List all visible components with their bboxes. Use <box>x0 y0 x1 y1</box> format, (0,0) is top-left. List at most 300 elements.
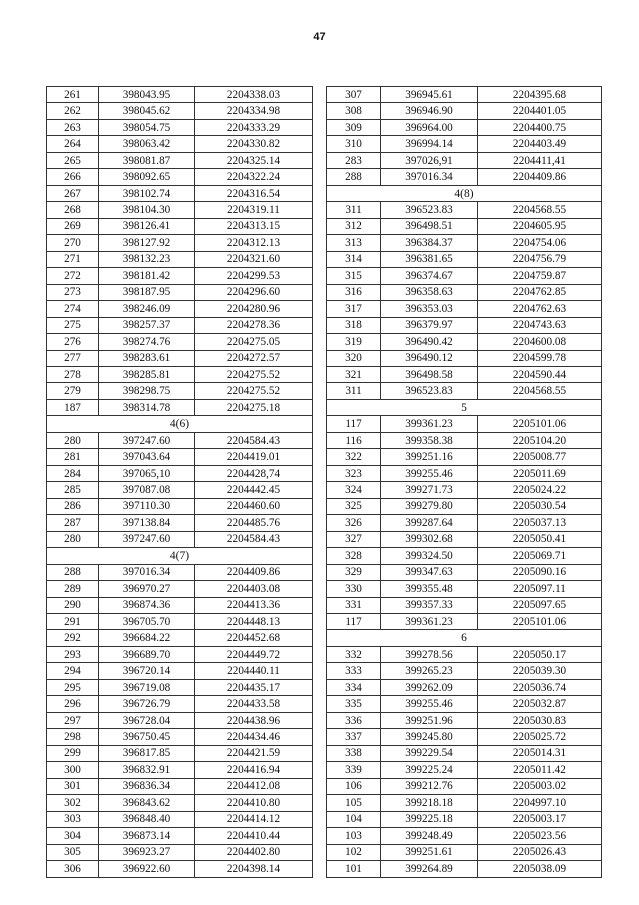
x-coordinate-cell: 396719.08 <box>99 679 195 695</box>
point-number-cell: 308 <box>327 103 381 119</box>
x-coordinate-cell: 396994.14 <box>381 136 478 152</box>
x-coordinate-cell: 396490.42 <box>381 334 478 350</box>
point-number-cell: 324 <box>327 482 381 498</box>
point-number-cell: 301 <box>47 778 99 794</box>
y-coordinate-cell: 2204403.49 <box>478 136 602 152</box>
point-number-cell: 102 <box>327 844 381 860</box>
point-number-cell: 339 <box>327 762 381 778</box>
y-coordinate-cell: 2204334.98 <box>195 103 313 119</box>
table-row <box>327 778 602 794</box>
point-number-cell: 187 <box>47 399 99 415</box>
table-row <box>47 432 313 448</box>
point-number-cell: 280 <box>47 432 99 448</box>
x-coordinate-cell: 399225.18 <box>381 811 478 827</box>
point-number-cell: 263 <box>47 119 99 135</box>
point-number-cell: 290 <box>47 597 99 613</box>
y-coordinate-cell: 2205003.17 <box>478 811 602 827</box>
x-coordinate-cell: 396684.22 <box>99 630 195 646</box>
x-coordinate-cell: 398283.61 <box>99 350 195 366</box>
y-coordinate-cell: 2204403.08 <box>195 581 313 597</box>
point-number-cell: 116 <box>327 432 381 448</box>
table-row <box>327 465 602 481</box>
x-coordinate-cell: 396490.12 <box>381 350 478 366</box>
table-row <box>327 564 602 580</box>
point-number-cell: 337 <box>327 729 381 745</box>
point-number-cell: 305 <box>47 844 99 860</box>
y-coordinate-cell: 2205090.16 <box>478 564 602 580</box>
point-number-cell: 291 <box>47 614 99 630</box>
point-number-cell: 334 <box>327 679 381 695</box>
y-coordinate-cell: 2204743.63 <box>478 317 602 333</box>
x-coordinate-cell: 398285.81 <box>99 366 195 382</box>
table-row <box>327 235 602 251</box>
x-coordinate-cell: 396873.14 <box>99 828 195 844</box>
y-coordinate-cell: 2204421.59 <box>195 745 313 761</box>
table-row <box>327 136 602 152</box>
point-number-cell: 264 <box>47 136 99 152</box>
group-header-row <box>327 630 602 646</box>
x-coordinate-cell: 397065,10 <box>99 465 195 481</box>
x-coordinate-cell: 397016.34 <box>381 169 478 185</box>
point-number-cell: 288 <box>47 564 99 580</box>
table-row <box>327 663 602 679</box>
y-coordinate-cell: 2204590.44 <box>478 366 602 382</box>
y-coordinate-cell: 2204485.76 <box>195 515 313 531</box>
point-number-cell: 267 <box>47 185 99 201</box>
x-coordinate-cell: 397110.30 <box>99 498 195 514</box>
point-number-cell: 117 <box>327 614 381 630</box>
table-row <box>47 202 313 218</box>
x-coordinate-cell: 396843.62 <box>99 795 195 811</box>
table-row <box>327 795 602 811</box>
y-coordinate-cell: 2204442.45 <box>195 482 313 498</box>
point-number-cell: 302 <box>47 795 99 811</box>
x-coordinate-cell: 396523.83 <box>381 383 478 399</box>
y-coordinate-cell: 2204395.68 <box>478 87 602 103</box>
table-row <box>327 729 602 745</box>
table-row <box>47 745 313 761</box>
table-row <box>327 679 602 695</box>
x-coordinate-cell: 398045.62 <box>99 103 195 119</box>
x-coordinate-cell: 399218.18 <box>381 795 478 811</box>
x-coordinate-cell: 397043.64 <box>99 449 195 465</box>
y-coordinate-cell: 2205038.09 <box>478 861 602 877</box>
table-row <box>327 383 602 399</box>
y-coordinate-cell: 2205030.83 <box>478 712 602 728</box>
table-row <box>327 350 602 366</box>
y-coordinate-cell: 2204319.11 <box>195 202 313 218</box>
table-row <box>47 136 313 152</box>
point-number-cell: 319 <box>327 334 381 350</box>
y-coordinate-cell: 2204568.55 <box>478 202 602 218</box>
point-number-cell: 272 <box>47 268 99 284</box>
table-row <box>47 350 313 366</box>
x-coordinate-cell: 396523.83 <box>381 202 478 218</box>
coordinates-table-right <box>326 86 602 878</box>
table-row <box>327 498 602 514</box>
y-coordinate-cell: 2204413.36 <box>195 597 313 613</box>
group-header-row <box>327 399 602 415</box>
table-row <box>47 235 313 251</box>
point-number-cell: 105 <box>327 795 381 811</box>
x-coordinate-cell: 396848.40 <box>99 811 195 827</box>
table-row <box>327 597 602 613</box>
table-row <box>47 531 313 547</box>
y-coordinate-cell: 2204605.95 <box>478 218 602 234</box>
x-coordinate-cell: 396726.79 <box>99 696 195 712</box>
table-row <box>47 630 313 646</box>
x-coordinate-cell: 396720.14 <box>99 663 195 679</box>
y-coordinate-cell: 2205097.65 <box>478 597 602 613</box>
group-header-row <box>47 416 313 432</box>
x-coordinate-cell: 398104.30 <box>99 202 195 218</box>
point-number-cell: 106 <box>327 778 381 794</box>
x-coordinate-cell: 399358.38 <box>381 432 478 448</box>
y-coordinate-cell: 2204321.60 <box>195 251 313 267</box>
point-number-cell: 104 <box>327 811 381 827</box>
x-coordinate-cell: 399264.89 <box>381 861 478 877</box>
point-number-cell: 265 <box>47 152 99 168</box>
x-coordinate-cell: 396970.27 <box>99 581 195 597</box>
x-coordinate-cell: 398314.78 <box>99 399 195 415</box>
y-coordinate-cell: 2204416.94 <box>195 762 313 778</box>
table-row <box>47 811 313 827</box>
table-row <box>47 482 313 498</box>
y-coordinate-cell: 2205003.02 <box>478 778 602 794</box>
point-number-cell: 293 <box>47 646 99 662</box>
table-row <box>327 581 602 597</box>
point-number-cell: 310 <box>327 136 381 152</box>
point-number-cell: 304 <box>47 828 99 844</box>
point-number-cell: 326 <box>327 515 381 531</box>
point-number-cell: 273 <box>47 284 99 300</box>
point-number-cell: 336 <box>327 712 381 728</box>
x-coordinate-cell: 396689.70 <box>99 646 195 662</box>
point-number-cell: 321 <box>327 366 381 382</box>
table-row <box>47 399 313 415</box>
x-coordinate-cell: 399255.46 <box>381 696 478 712</box>
y-coordinate-cell: 2204599.78 <box>478 350 602 366</box>
x-coordinate-cell: 396964.00 <box>381 119 478 135</box>
table-row <box>47 87 313 103</box>
x-coordinate-cell: 398246.09 <box>99 301 195 317</box>
y-coordinate-cell: 2205050.41 <box>478 531 602 547</box>
y-coordinate-cell: 2204275.05 <box>195 334 313 350</box>
table-row <box>327 119 602 135</box>
x-coordinate-cell: 399251.61 <box>381 844 478 860</box>
table-row <box>47 828 313 844</box>
x-coordinate-cell: 399251.96 <box>381 712 478 728</box>
table-row <box>327 152 602 168</box>
y-coordinate-cell: 2204398.14 <box>195 861 313 877</box>
y-coordinate-cell: 2204460.60 <box>195 498 313 514</box>
x-coordinate-cell: 399262.09 <box>381 679 478 695</box>
y-coordinate-cell: 2204762.85 <box>478 284 602 300</box>
x-coordinate-cell: 396384.37 <box>381 235 478 251</box>
x-coordinate-cell: 398274.76 <box>99 334 195 350</box>
x-coordinate-cell: 396705.70 <box>99 614 195 630</box>
table-row <box>327 531 602 547</box>
table-row <box>327 432 602 448</box>
y-coordinate-cell: 2204584.43 <box>195 531 313 547</box>
table-row <box>47 218 313 234</box>
y-coordinate-cell: 2204409.86 <box>478 169 602 185</box>
x-coordinate-cell: 399361.23 <box>381 614 478 630</box>
point-number-cell: 331 <box>327 597 381 613</box>
table-row <box>327 103 602 119</box>
x-coordinate-cell: 399278.56 <box>381 646 478 662</box>
y-coordinate-cell: 2204313.15 <box>195 218 313 234</box>
y-coordinate-cell: 2204759.87 <box>478 268 602 284</box>
x-coordinate-cell: 396832.91 <box>99 762 195 778</box>
y-coordinate-cell: 2205014.31 <box>478 745 602 761</box>
table-row <box>327 844 602 860</box>
x-coordinate-cell: 399265.23 <box>381 663 478 679</box>
y-coordinate-cell: 2204402.80 <box>195 844 313 860</box>
table-row <box>47 844 313 860</box>
table-row <box>47 795 313 811</box>
point-number-cell: 332 <box>327 646 381 662</box>
y-coordinate-cell: 2204756.79 <box>478 251 602 267</box>
y-coordinate-cell: 2204316.54 <box>195 185 313 201</box>
table-row <box>327 614 602 630</box>
x-coordinate-cell: 399225.24 <box>381 762 478 778</box>
x-coordinate-cell: 396922.60 <box>99 861 195 877</box>
x-coordinate-cell: 397247.60 <box>99 531 195 547</box>
page-number: 47 <box>313 31 326 43</box>
point-number-cell: 311 <box>327 202 381 218</box>
x-coordinate-cell: 397026,91 <box>381 152 478 168</box>
y-coordinate-cell: 2204419.01 <box>195 449 313 465</box>
y-coordinate-cell: 2204568.55 <box>478 383 602 399</box>
table-row <box>47 581 313 597</box>
point-number-cell: 311 <box>327 383 381 399</box>
point-number-cell: 335 <box>327 696 381 712</box>
y-coordinate-cell: 2204428,74 <box>195 465 313 481</box>
table-row <box>327 861 602 877</box>
x-coordinate-cell: 398127.92 <box>99 235 195 251</box>
point-number-cell: 295 <box>47 679 99 695</box>
x-coordinate-cell: 396750.45 <box>99 729 195 745</box>
table-row <box>327 515 602 531</box>
point-number-cell: 284 <box>47 465 99 481</box>
y-coordinate-cell: 2204278.36 <box>195 317 313 333</box>
table-row <box>47 663 313 679</box>
x-coordinate-cell: 397138.84 <box>99 515 195 531</box>
point-number-cell: 329 <box>327 564 381 580</box>
y-coordinate-cell: 2205008.77 <box>478 449 602 465</box>
y-coordinate-cell: 2204433.58 <box>195 696 313 712</box>
point-number-cell: 289 <box>47 581 99 597</box>
table-row <box>327 268 602 284</box>
point-number-cell: 269 <box>47 218 99 234</box>
point-number-cell: 320 <box>327 350 381 366</box>
table-row <box>47 597 313 613</box>
x-coordinate-cell: 396817.85 <box>99 745 195 761</box>
table-row <box>47 449 313 465</box>
y-coordinate-cell: 2204600.08 <box>478 334 602 350</box>
point-number-cell: 328 <box>327 548 381 564</box>
y-coordinate-cell: 2205026.43 <box>478 844 602 860</box>
group-label: 5 <box>327 399 602 415</box>
point-number-cell: 277 <box>47 350 99 366</box>
point-number-cell: 279 <box>47 383 99 399</box>
y-coordinate-cell: 2205036.74 <box>478 679 602 695</box>
table-row <box>47 614 313 630</box>
point-number-cell: 271 <box>47 251 99 267</box>
point-number-cell: 312 <box>327 218 381 234</box>
x-coordinate-cell: 396498.58 <box>381 366 478 382</box>
x-coordinate-cell: 399245.80 <box>381 729 478 745</box>
point-number-cell: 333 <box>327 663 381 679</box>
table-row <box>47 251 313 267</box>
y-coordinate-cell: 2204410.80 <box>195 795 313 811</box>
point-number-cell: 298 <box>47 729 99 745</box>
point-number-cell: 297 <box>47 712 99 728</box>
point-number-cell: 323 <box>327 465 381 481</box>
x-coordinate-cell: 396374.67 <box>381 268 478 284</box>
table-row <box>327 87 602 103</box>
x-coordinate-cell: 398181.42 <box>99 268 195 284</box>
table-row <box>47 729 313 745</box>
x-coordinate-cell: 396946.90 <box>381 103 478 119</box>
table-row <box>47 301 313 317</box>
x-coordinate-cell: 398092.65 <box>99 169 195 185</box>
x-coordinate-cell: 396874.36 <box>99 597 195 613</box>
table-row <box>47 103 313 119</box>
point-number-cell: 292 <box>47 630 99 646</box>
y-coordinate-cell: 2205097.11 <box>478 581 602 597</box>
x-coordinate-cell: 399287.64 <box>381 515 478 531</box>
table-row <box>327 811 602 827</box>
y-coordinate-cell: 2204434.46 <box>195 729 313 745</box>
table-row <box>47 185 313 201</box>
point-number-cell: 300 <box>47 762 99 778</box>
x-coordinate-cell: 397087.08 <box>99 482 195 498</box>
x-coordinate-cell: 399355.48 <box>381 581 478 597</box>
y-coordinate-cell: 2205039.30 <box>478 663 602 679</box>
table-row <box>327 416 602 432</box>
point-number-cell: 261 <box>47 87 99 103</box>
y-coordinate-cell: 2205024.22 <box>478 482 602 498</box>
y-coordinate-cell: 2205050.17 <box>478 646 602 662</box>
x-coordinate-cell: 396498.51 <box>381 218 478 234</box>
table-row <box>47 465 313 481</box>
y-coordinate-cell: 2205030.54 <box>478 498 602 514</box>
table-row <box>47 317 313 333</box>
table-row <box>327 828 602 844</box>
y-coordinate-cell: 2204997.10 <box>478 795 602 811</box>
y-coordinate-cell: 2204275.18 <box>195 399 313 415</box>
y-coordinate-cell: 2204400.75 <box>478 119 602 135</box>
y-coordinate-cell: 2205032.87 <box>478 696 602 712</box>
coordinates-table-left <box>46 86 313 878</box>
x-coordinate-cell: 398102.74 <box>99 185 195 201</box>
point-number-cell: 274 <box>47 301 99 317</box>
point-number-cell: 313 <box>327 235 381 251</box>
point-number-cell: 294 <box>47 663 99 679</box>
x-coordinate-cell: 396923.27 <box>99 844 195 860</box>
point-number-cell: 287 <box>47 515 99 531</box>
y-coordinate-cell: 2204435.17 <box>195 679 313 695</box>
y-coordinate-cell: 2204296.60 <box>195 284 313 300</box>
y-coordinate-cell: 2204333.29 <box>195 119 313 135</box>
y-coordinate-cell: 2204448.13 <box>195 614 313 630</box>
group-label: 4(7) <box>47 548 313 564</box>
y-coordinate-cell: 2204338.03 <box>195 87 313 103</box>
table-row <box>47 762 313 778</box>
group-header-row <box>327 185 602 201</box>
point-number-cell: 288 <box>327 169 381 185</box>
group-label: 4(8) <box>327 185 602 201</box>
table-row <box>47 515 313 531</box>
point-number-cell: 280 <box>47 531 99 547</box>
point-number-cell: 101 <box>327 861 381 877</box>
table-row <box>327 317 602 333</box>
y-coordinate-cell: 2204409.86 <box>195 564 313 580</box>
table-row <box>327 646 602 662</box>
y-coordinate-cell: 2205069.71 <box>478 548 602 564</box>
point-number-cell: 307 <box>327 87 381 103</box>
table-row <box>327 202 602 218</box>
point-number-cell: 299 <box>47 745 99 761</box>
point-number-cell: 278 <box>47 366 99 382</box>
table-row <box>47 696 313 712</box>
x-coordinate-cell: 396381.65 <box>381 251 478 267</box>
point-number-cell: 327 <box>327 531 381 547</box>
point-number-cell: 270 <box>47 235 99 251</box>
point-number-cell: 262 <box>47 103 99 119</box>
x-coordinate-cell: 399251.16 <box>381 449 478 465</box>
y-coordinate-cell: 2204275.52 <box>195 366 313 382</box>
group-header-row <box>47 548 313 564</box>
table-row <box>327 449 602 465</box>
table-row <box>327 712 602 728</box>
group-label: 4(6) <box>47 416 313 432</box>
table-row <box>47 498 313 514</box>
x-coordinate-cell: 399229.54 <box>381 745 478 761</box>
y-coordinate-cell: 2205011.69 <box>478 465 602 481</box>
y-coordinate-cell: 2205101.06 <box>478 416 602 432</box>
x-coordinate-cell: 396728.04 <box>99 712 195 728</box>
table-row <box>327 745 602 761</box>
y-coordinate-cell: 2204299.53 <box>195 268 313 284</box>
point-number-cell: 322 <box>327 449 381 465</box>
point-number-cell: 285 <box>47 482 99 498</box>
table-row <box>47 152 313 168</box>
table-row <box>327 251 602 267</box>
x-coordinate-cell: 396379.97 <box>381 317 478 333</box>
point-number-cell: 325 <box>327 498 381 514</box>
point-number-cell: 283 <box>327 152 381 168</box>
x-coordinate-cell: 399248.49 <box>381 828 478 844</box>
x-coordinate-cell: 398187.95 <box>99 284 195 300</box>
table-row <box>47 334 313 350</box>
table-row <box>327 284 602 300</box>
y-coordinate-cell: 2204280.96 <box>195 301 313 317</box>
table-row <box>327 366 602 382</box>
point-number-cell: 316 <box>327 284 381 300</box>
x-coordinate-cell: 397016.34 <box>99 564 195 580</box>
y-coordinate-cell: 2204401.05 <box>478 103 602 119</box>
point-number-cell: 296 <box>47 696 99 712</box>
x-coordinate-cell: 396353.03 <box>381 301 478 317</box>
point-number-cell: 317 <box>327 301 381 317</box>
x-coordinate-cell: 396836.34 <box>99 778 195 794</box>
y-coordinate-cell: 2205104.20 <box>478 432 602 448</box>
table-row <box>47 861 313 877</box>
table-row <box>47 679 313 695</box>
